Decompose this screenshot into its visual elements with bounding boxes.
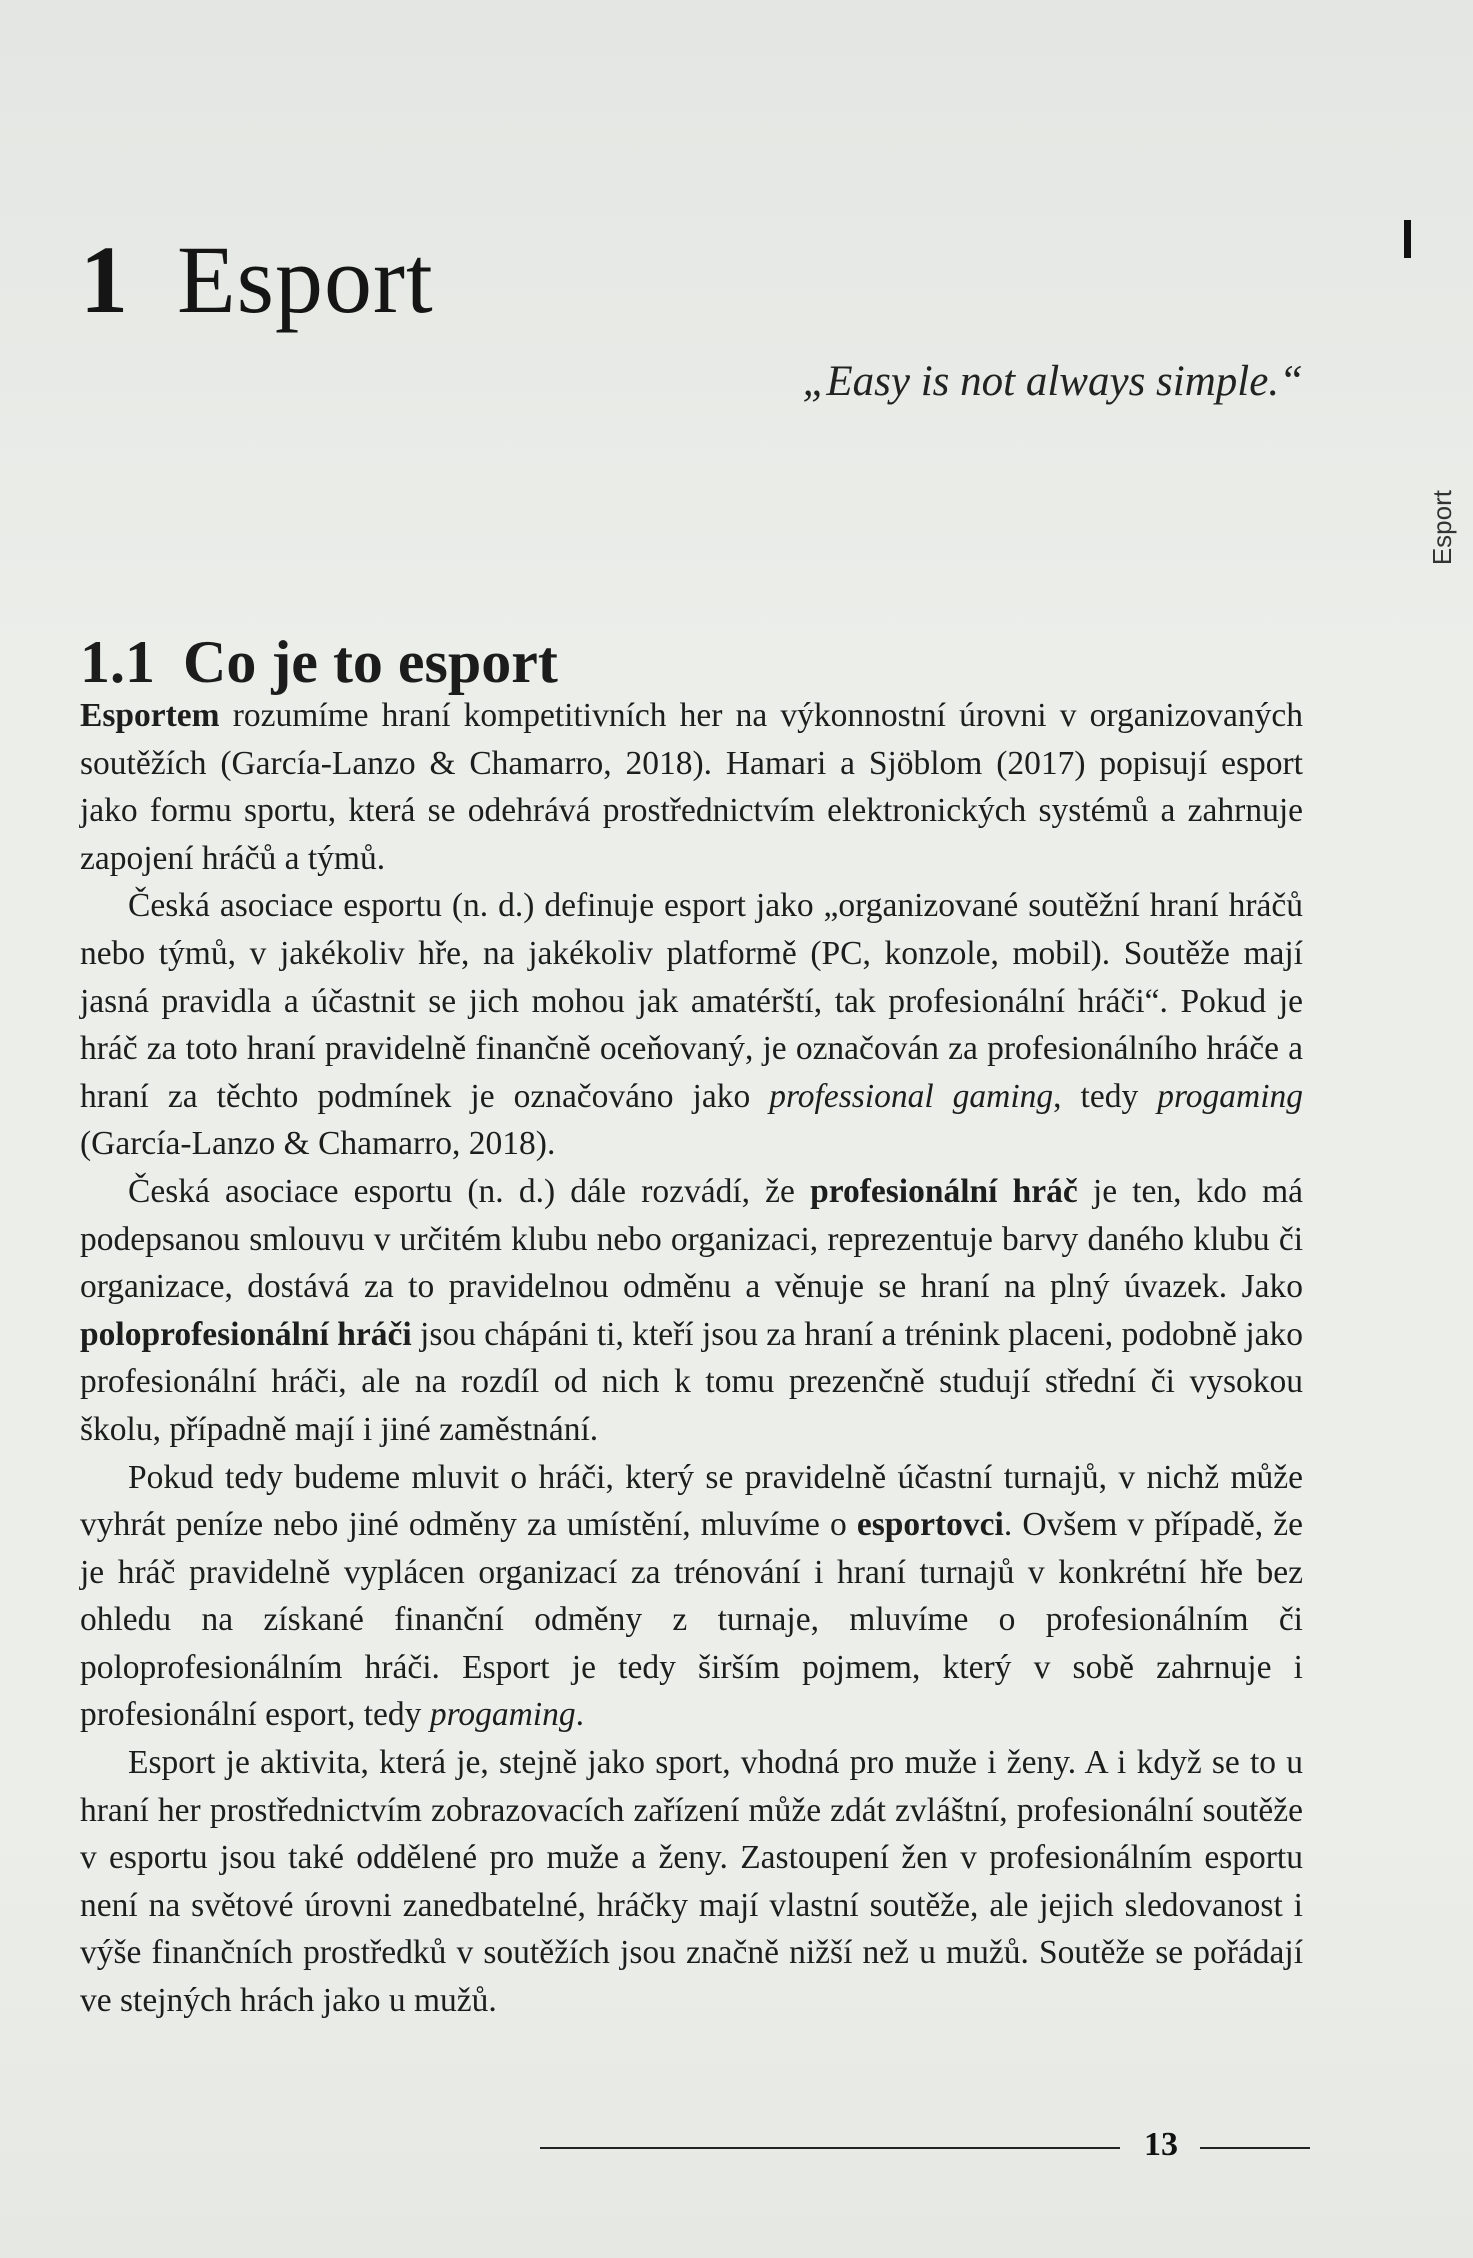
footer-rule-left (540, 2147, 1120, 2149)
section-number: 1.1 (80, 628, 155, 695)
text-run: . (575, 1696, 584, 1734)
paragraph (80, 1454, 1303, 1740)
bold-term: Esportem (80, 697, 220, 734)
footer-rule-right (1200, 2147, 1310, 2149)
chapter-motto: „Easy is not always simple.“ (802, 358, 1303, 405)
italic-term: professional gaming (769, 1077, 1054, 1115)
side-tab-label: Esport (1427, 490, 1457, 566)
page-footer (540, 2126, 1310, 2166)
chapter-title: Esport (177, 226, 434, 334)
text-run: Pokud tedy budeme mluvit o hráči, který se pravidelně účastní turnajů, v nichž může vyhrát peníze nebo jiné odměny za umístění, mluvíme o (80, 1458, 1303, 1544)
text-run: . Ovšem v případě, že je hráč pravidelně vyplácen organizací za trénování i hraní turnajů v konkrétní hře bez ohledu na získané finanční odměny z turnaje, mluvíme o profesionálním či poloprofesionálním hráči. Esport je tedy širším pojmem, který v sobě zahrnuje i profesionální esport, tedy (80, 1506, 1303, 1734)
bold-term: poloprofesionální hráči (80, 1315, 412, 1353)
page-number: 13 (1144, 2126, 1178, 2163)
side-tab-marker (1404, 220, 1411, 258)
paragraph (80, 1168, 1303, 1454)
section-heading (80, 628, 558, 695)
side-tab (1373, 220, 1457, 566)
text-run: je ten, kdo má podepsanou smlouvu v určitém klubu nebo organizaci, reprezentuje barvy daného klubu či organizace, dostává za to pravidelnou odměnu a věnuje se hraní na plný úvazek. Jako (80, 1172, 1303, 1306)
paragraph (80, 692, 1303, 882)
chapter-number: 1 (80, 226, 129, 334)
body-text (80, 692, 1303, 2025)
text-run: rozumíme hraní kompetitivních her na výkonnostní úrovni v organizovaných soutěžích (García-Lanzo & Chamarro, 2018). Hamari a Sjöblom (2017) popisují esport jako formu sportu, která se odehrává prostřednictvím elektronických systémů a zahrnuje zapojení hráčů a týmů. (80, 697, 1303, 877)
paragraph (80, 882, 1303, 1168)
bold-term: profesionální hráč (810, 1172, 1078, 1210)
text-run: Esport je aktivita, která je, stejně jako sport, vhodná pro muže i ženy. A i když se to u hraní her prostřednictvím zobrazovacích zařízení může zdát zvláštní, profesionální soutěže v esportu jsou také oddělené pro muže a ženy. Zastoupení žen v profesionálním esportu není na světové úrovni zanedbatelné, hráčky mají vlastní soutěže, ale jejich sledovanost i výše finančních prostředků v soutěžích jsou značně nižší než u mužů. Soutěže se pořádají ve stejných hrách jako u mužů. (80, 1744, 1303, 2020)
text-run: (García-Lanzo & Chamarro, 2018). (80, 1125, 556, 1163)
bold-term: esportovci (856, 1506, 1004, 1544)
paragraph (80, 1739, 1303, 2025)
italic-term: progaming (1157, 1077, 1304, 1115)
text-run: jsou chápáni ti, kteří jsou za hraní a trénink placeni, podobně jako profesionální hráči, ale na rozdíl od nich k tomu prezenčně studují střední či vysokou školu, případně mají i jiné zaměstnání. (80, 1315, 1304, 1448)
text-run: Česká asociace esportu (n. d.) definuje esport jako „organizované soutěžní hraní hráčů nebo týmů, v jakékoliv hře, na jakékoliv platformě (PC, konzole, mobil). Soutěže mají jasná pravidla a účastnit se jich mohou jak amatérští, tak profesionální hráči“. Pokud je hráč za toto hraní pravidelně finančně oceňovaný, je označován za profesionálního hráče a hraní za těchto podmínek je označováno jako (80, 887, 1303, 1115)
section-title: Co je to esport (183, 628, 558, 695)
chapter-heading (80, 226, 434, 334)
italic-term: progaming (429, 1696, 576, 1734)
text-run: , tedy (1053, 1077, 1158, 1115)
text-run: Česká asociace esportu (n. d.) dále rozvádí, že (128, 1172, 811, 1210)
